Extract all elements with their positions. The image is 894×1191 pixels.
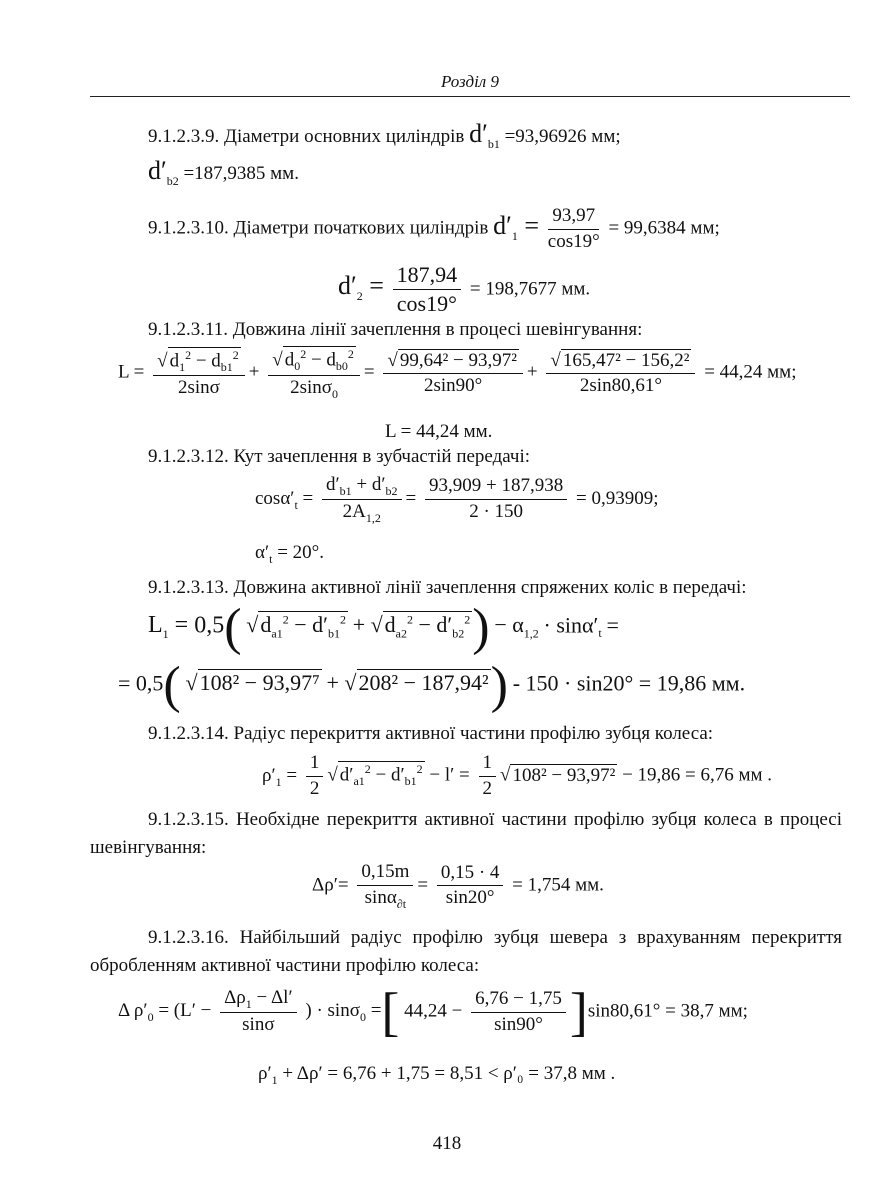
section-14-rad2: 108² − 93,97²	[512, 764, 616, 786]
section-12-alpha-line: $\alpha'_t = 20^\circ$.	[255, 542, 325, 566]
section-13-tail-sub: t	[598, 626, 602, 641]
section-11-den3: 2sin90°	[424, 375, 483, 397]
section-15-num2: 0,15 · 4	[437, 862, 504, 887]
section-11-formula: L = $\frac{√ d_1^2 - d_{b1}^2}{2\sin\sigma}$ + $\frac{√ d_0^2 - d_{b0}^2}{2\sin\sigma_0}$ = $\frac{\text{√ 99,64² − 93,97²}}{2\sin 90^\circ}$ + $\frac{\text{√ 165,47² − 156,2²}}{2\sin 80,61^\circ}$ = 44,24 мм;	[118, 347, 797, 401]
section-10-den1: cos19°	[547, 230, 600, 252]
section-11-frac1: $\frac{√ d_1^2 - d_{b1}^2}{2\sin\sigma}$	[153, 347, 245, 400]
section-12-res: = 0,93909;	[575, 488, 659, 510]
section-16-final-line: $\rho'_1 + \Delta\rho' = 6,76 + 1,75 = 8,51 < \rho'_0 = 37,8$ мм .	[258, 1063, 616, 1087]
section-12-frac1: $\frac{d'_{b1} + d'_{b2}}{2A_{1,2}}$	[322, 474, 402, 525]
section-14-res: − 19,86 = 6,76 мм .	[622, 764, 773, 786]
section-11-frac3: $\frac{\text{√ 99,64² − 93,97²}}{2\sin 90^\circ}$	[383, 349, 523, 399]
section-11-den4: 2sin80,61°	[579, 375, 662, 397]
section-11-num3: 99,64² − 93,97²	[399, 349, 517, 371]
section-16-formula: Δ $\rho'_0 = (L'$ − $\frac{\Delta\rho_1 - \Delta l'}{\sin\sigma}$ ) · sinσ$_0$ =[ 44,24 − $\frac{6,76 - 1,75}{\sin 90^\circ}$ ]sin80,61° = 38,7 мм;	[118, 982, 748, 1042]
section-14-label: 9.1.2.3.14. Радіус перекриття активної частини профілю зубця колеса:	[148, 723, 714, 744]
section-15-res: = 1,754 мм.	[512, 874, 604, 896]
section-10-num2: 187,94	[393, 262, 462, 290]
section-13-tail: · sinα′	[543, 612, 599, 638]
section-12-alpha: = 20°.	[277, 542, 325, 563]
section-12-num: 93,909 + 187,938	[425, 475, 567, 500]
section-16-den2: sin90°	[494, 1013, 543, 1035]
section-12-formula: $\cos\alpha'_t$ = $\frac{d'_{b1} + d'_{b2}}{2A_{1,2}}$ = $\frac{93,909 + 187,938}{2 \cdot 150}$ = 0,93909;	[255, 474, 659, 525]
section-10-symbol2: $d'_2$ =	[338, 271, 384, 304]
section-10-num1: 93,97	[548, 205, 599, 230]
section-15-label: 9.1.2.3.15. Необхідне перекриття активної частини профілю зубця колеса в процесі шевінгування:	[90, 809, 842, 858]
section-16-den1: sinσ	[242, 1014, 275, 1036]
section-15-den2: sin20°	[445, 887, 495, 909]
section-11-num4: 165,47² − 156,2²	[562, 349, 690, 371]
section-10-frac2	[393, 262, 462, 318]
section-12-den: 2 · 150	[469, 501, 524, 523]
header-rule	[90, 96, 850, 97]
section-9-line	[148, 118, 621, 152]
section-10-line	[148, 205, 720, 254]
section-12-label: 9.1.2.3.12. Кут зачеплення в зубчастій передачі:	[148, 446, 531, 467]
section-10-label: 9.1.2.3.10. Діаметри початкових циліндрів	[148, 217, 489, 239]
section-15-num1: 0,15m	[357, 861, 413, 886]
section-11-label: 9.1.2.3.11. Довжина лінії зачеплення в процесі шевінгування:	[148, 319, 643, 340]
section-9-symbol2: $d'_{b2}$	[148, 156, 179, 189]
section-9-eq1: =93,96926 мм;	[504, 126, 621, 147]
section-9-eq2: =187,9385 мм.	[183, 163, 299, 184]
section-10-den2: cos19°	[396, 291, 457, 317]
section-9-line2	[148, 155, 299, 189]
section-13-label: 9.1.2.3.13. Довжина активної лінії зачеплення спряжених коліс в передачі:	[148, 577, 747, 598]
section-15-formula: Δρ′= $\frac{0,15m}{\sin\alpha_{\partial t}}$ = $\frac{0,15 \cdot 4}{\sin 20^\circ}$ = 1,754 мм.	[312, 861, 604, 911]
section-16-num2: 6,76 − 1,75	[471, 988, 566, 1013]
section-9-label: 9.1.2.3.9. Діаметри основних циліндрів	[148, 126, 465, 147]
section-16-label: 9.1.2.3.16. Найбільший радіус профілю зубця шевера з врахуванням перекриття обробленням активної частини профілю колеса:	[90, 927, 842, 976]
section-13-eq-end: =	[606, 612, 619, 638]
section-10-line2	[338, 262, 590, 318]
section-13-formula1: $L_1 = 0,5$( $√d_{a1}^2 - d'_{b1}^2 + √d_{a2}^2 - d'_{b2}^2) - \alpha_{1,2} \cdot \sin\alpha'_t$ =	[148, 599, 619, 656]
section-13-formula2: = 0,5( √108² − 93,97⁷ + √208² − 187,94²) - 150 · sin20° = 19,86 мм.	[118, 657, 746, 714]
section-13-coef2: 0,5	[135, 670, 164, 696]
section-16-res: sin80,61° = 38,7 мм;	[587, 1000, 748, 1022]
section-11-den2: 2sinσ	[290, 376, 333, 398]
section-9-symbol: $d'_{b1}$	[469, 119, 500, 152]
section-11-frac2: $\frac{√ d_0^2 - d_{b0}^2}{2\sin\sigma_0}$	[268, 346, 360, 401]
section-16-val: 44,24 −	[404, 1000, 463, 1022]
section-10-res1: = 99,6384 мм;	[608, 217, 720, 239]
section-16-final: = 6,76 + 1,75 = 8,51 < ρ′₀ = 37,8 мм .	[327, 1063, 616, 1084]
section-10-res2: = 198,7677 мм.	[469, 278, 591, 300]
section-11-res: = 44,24 мм;	[704, 361, 797, 383]
section-10-frac1	[548, 205, 600, 254]
section-11-den1: 2sinσ	[177, 377, 220, 399]
section-12-frac2	[425, 475, 567, 524]
section-11-res2: L = 44,24 мм.	[385, 421, 493, 442]
section-13-coef: 0,5	[194, 612, 225, 639]
section-13-res: - 150 · sin20° = 19,86 мм.	[512, 670, 746, 696]
section-13-r1: 108² − 93,97⁷	[199, 670, 320, 696]
section-14-formula: $\rho'_1$ = $\frac{1}{2}$ √ $d'_{a1}^2 - d'_{b1}^2 - l'$ = $\frac{1}{2}$ √ 108² − 93,97² − 19,86 = 6,76 мм .	[262, 752, 773, 799]
section-10-symbol1: $d'_1$ =	[493, 210, 540, 243]
page-number: 418	[432, 1133, 462, 1154]
running-header: Розділ 9	[441, 72, 499, 91]
section-11-frac4: $\frac{\text{√ 165,47² − 156,2²}}{2\sin 80,61^\circ}$	[546, 349, 695, 399]
section-13-r2: 208² − 187,94²	[358, 670, 489, 696]
